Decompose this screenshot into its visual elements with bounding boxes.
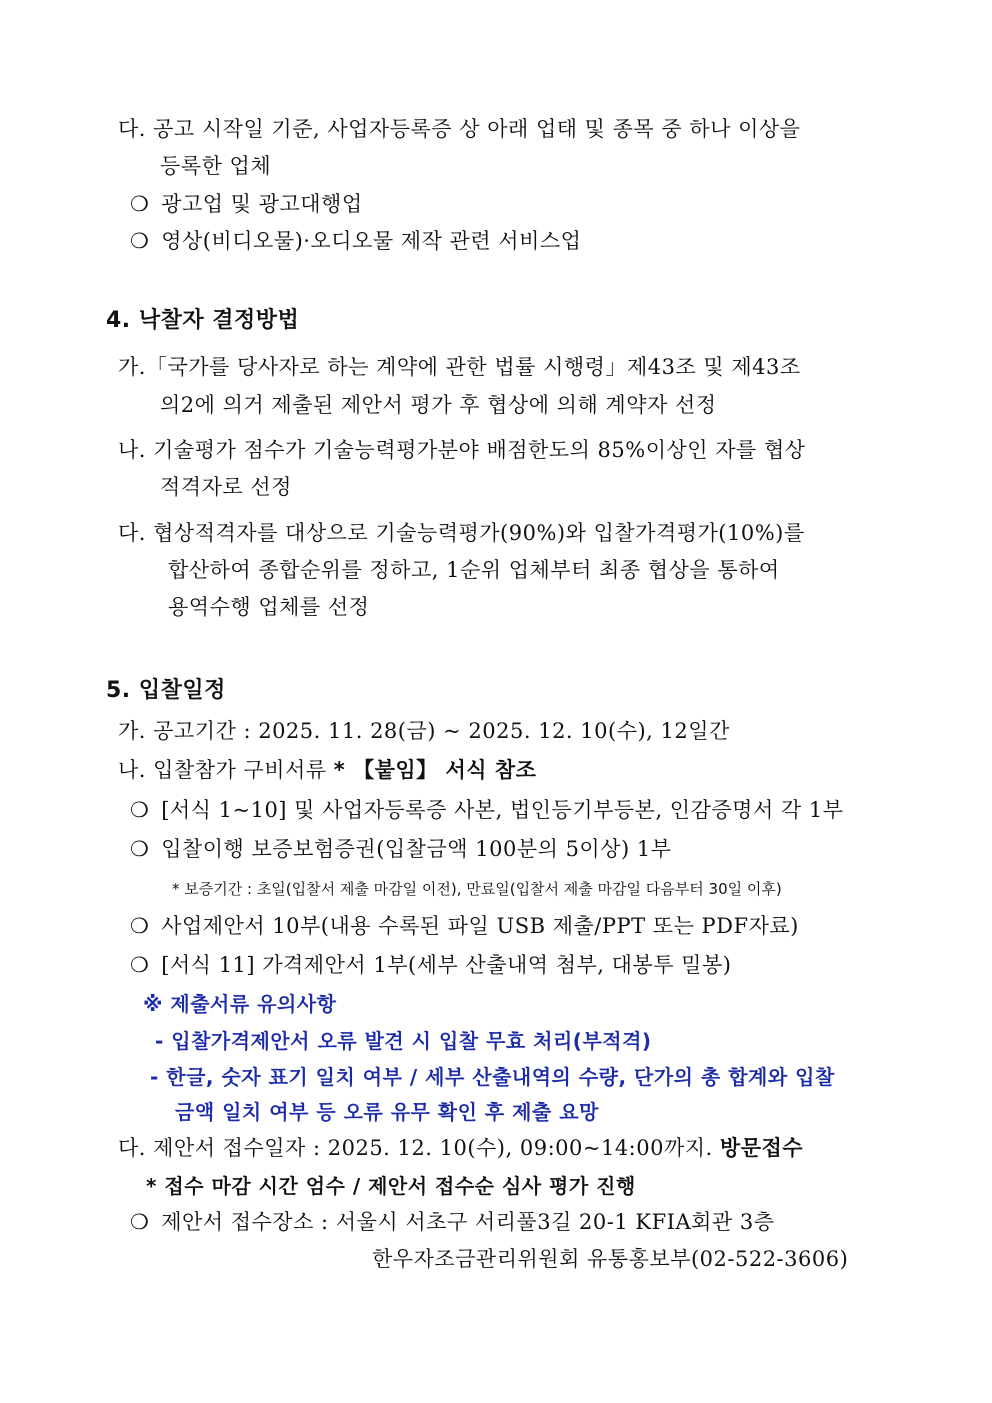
list-item — [130, 834, 672, 864]
list-item — [130, 189, 363, 219]
sec3-da-line2: 등록한 업체 — [160, 154, 272, 178]
circle-bullet-icon: ❍ — [130, 1210, 150, 1234]
list-item-text: 사업제안서 10부(내용 수록된 파일 USB 제출/PPT 또는 PDF자료) — [161, 914, 799, 938]
deadline-note: * 접수 마감 시간 엄수 / 제안서 접수순 심사 평가 진행 — [146, 1174, 636, 1198]
list-item-text: [서식 11] 가격제안서 1부(세부 산출내역 첨부, 대봉투 밀봉) — [161, 953, 732, 977]
sec4-ga-line2: 의2에 의거 제출된 제안서 평가 후 협상에 의해 계약자 선정 — [160, 393, 717, 417]
sec4-ga-line1: 가.「국가를 당사자로 하는 계약에 관한 법률 시행령」제43조 및 제43조 — [118, 355, 801, 379]
list-item — [130, 1207, 775, 1237]
notice-item-1: - 입찰가격제안서 오류 발견 시 입찰 무효 처리(부적격) — [155, 1029, 652, 1053]
list-item — [130, 911, 799, 941]
sec5-na-label: 나. 입찰참가 구비서류 — [118, 758, 334, 782]
section-heading-4: 4. 낙찰자 결정방법 — [106, 308, 300, 333]
sec3-da-line1: 다. 공고 시작일 기준, 사업자등록증 상 아래 업태 및 종목 중 하나 이상을 — [118, 117, 801, 141]
circle-bullet-icon: ❍ — [130, 798, 150, 822]
submission-date: 다. 제안서 접수일자 : 2025. 12. 10(수), 09:00~14:00까지. — [118, 1136, 720, 1160]
circle-bullet-icon: ❍ — [130, 192, 150, 216]
circle-bullet-icon: ❍ — [130, 837, 150, 861]
sec5-na-attachment-note: * 【붙임】 서식 참조 — [333, 758, 537, 782]
sec5-ga: 가. 공고기간 : 2025. 11. 28(금) ~ 2025. 12. 10(수), 12일간 — [118, 719, 730, 743]
notice-item-2-line1: - 한글, 숫자 표기 일치 여부 / 세부 산출내역의 수량, 단가의 총 합계와 입찰 — [150, 1065, 835, 1089]
list-item-text: 영상(비디오물)·오디오물 제작 관련 서비스업 — [161, 229, 582, 253]
sec5-da — [118, 1133, 803, 1163]
sec5-na — [118, 755, 536, 785]
list-item-text: 입찰이행 보증보험증권(입찰금액 100분의 5이상) 1부 — [161, 837, 672, 861]
list-item-text: [서식 1~10] 및 사업자등록증 사본, 법인등기부등본, 인감증명서 각 1부 — [161, 798, 844, 822]
notice-item-2-line2: 금액 일치 여부 등 오류 유무 확인 후 제출 요망 — [175, 1100, 599, 1124]
visit-submission-label: 방문접수 — [719, 1136, 804, 1160]
sec4-da-line2: 합산하여 종합순위를 정하고, 1순위 업체부터 최종 협상을 통하여 — [168, 558, 780, 582]
notice-title: ※ 제출서류 유의사항 — [143, 992, 337, 1016]
circle-bullet-icon: ❍ — [130, 229, 150, 253]
sec4-da-line1: 다. 협상적격자를 대상으로 기술능력평가(90%)와 입찰가격평가(10%)를 — [118, 521, 805, 545]
circle-bullet-icon: ❍ — [130, 914, 150, 938]
submission-place-contact: 한우자조금관리위원회 유통홍보부(02-522-3606) — [372, 1247, 849, 1271]
sec4-na-line1: 나. 기술평가 점수가 기술능력평가분야 배점한도의 85%이상인 자를 협상 — [118, 438, 806, 462]
list-item — [130, 795, 844, 825]
sec4-da-line3: 용역수행 업체를 선정 — [168, 595, 370, 619]
list-item — [130, 226, 581, 256]
submission-place: 제안서 접수장소 : 서울시 서초구 서리풀3길 20-1 KFIA회관 3층 — [161, 1210, 775, 1234]
section-heading-5: 5. 입찰일정 — [106, 678, 226, 703]
list-item-text: 광고업 및 광고대행업 — [161, 192, 363, 216]
guarantee-period-note: * 보증기간 : 초일(입찰서 제출 마감일 이전), 만료일(입찰서 제출 마감일 다음부터 30일 이후) — [172, 880, 782, 898]
sec4-na-line2: 적격자로 선정 — [160, 475, 292, 499]
circle-bullet-icon: ❍ — [130, 953, 150, 977]
list-item — [130, 950, 731, 980]
